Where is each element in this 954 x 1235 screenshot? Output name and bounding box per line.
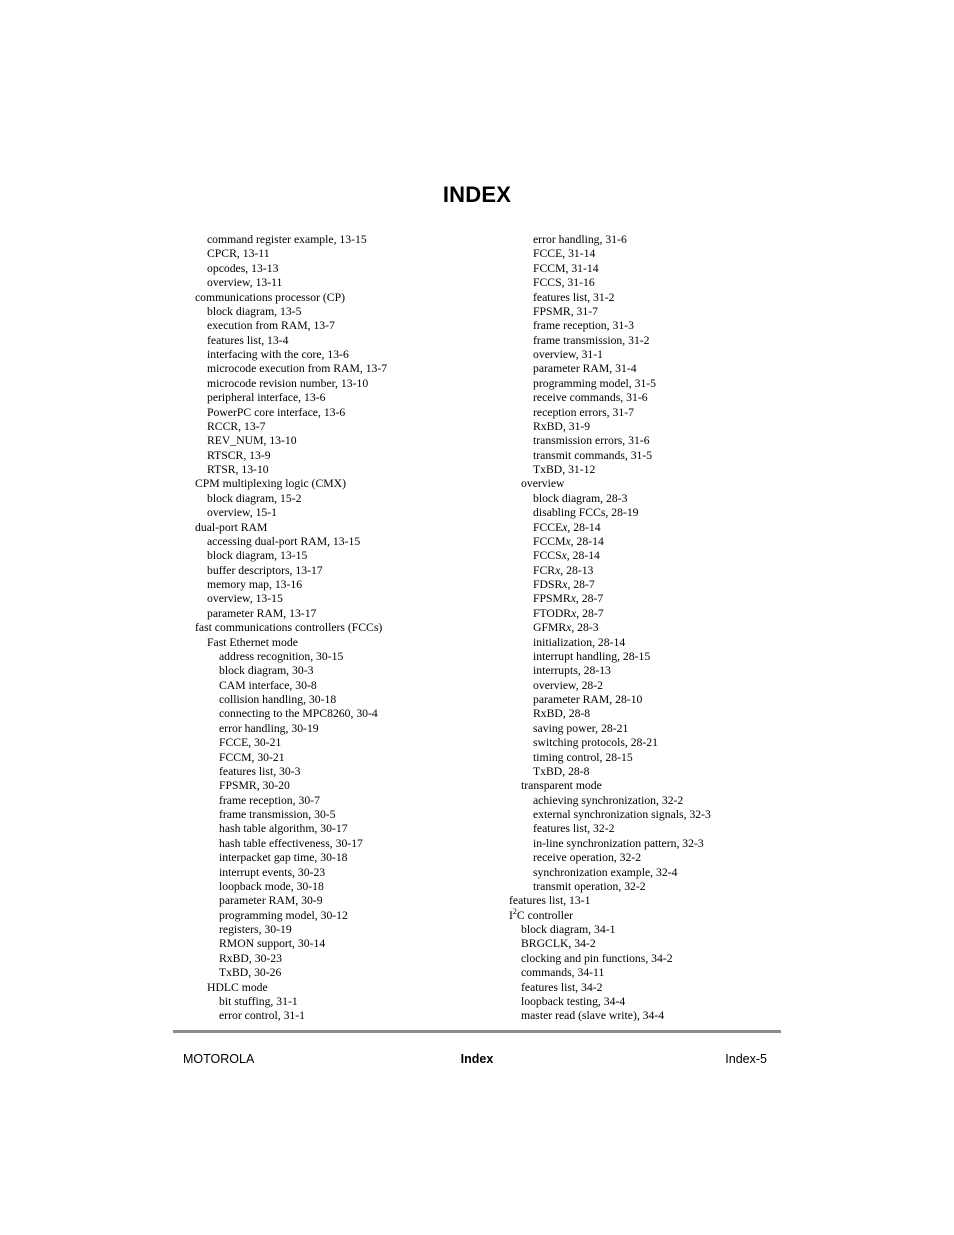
index-column-right [509, 233, 711, 1024]
index-entry: loopback mode, 30-18 [219, 879, 324, 893]
index-entry: FCCM, 30-21 [219, 750, 285, 764]
index-entry: RMON support, 30-14 [219, 937, 326, 951]
index-entry: transparent mode [521, 779, 602, 793]
index-entry: block diagram, 13-15 [207, 549, 308, 563]
index-entry: disabling FCCs, 28-19 [533, 506, 639, 520]
index-entry: overview, 28-2 [533, 678, 603, 692]
index-entry: FCCE, 30-21 [219, 736, 282, 750]
index-entry: memory map, 13-16 [207, 578, 303, 591]
index-entry: FCCMx, 28-14 [533, 534, 604, 548]
index-entry: opcodes, 13-13 [207, 261, 279, 275]
page-title: INDEX [442, 182, 512, 207]
index-entry: parameter RAM, 28-10 [533, 693, 643, 706]
index-entry: programming model, 30-12 [219, 908, 348, 922]
index-entry: FCCEx, 28-14 [533, 520, 601, 534]
footer-divider [173, 1030, 781, 1033]
index-entry: interrupt events, 30-23 [219, 865, 326, 879]
index-entry: bit stuffing, 31-1 [219, 994, 298, 1008]
index-entry: timing control, 28-15 [533, 750, 633, 764]
index-entry: master read (slave write), 34-4 [521, 1009, 665, 1023]
index-entry: fast communications controllers (FCCs) [195, 621, 383, 635]
index-entry: error control, 31-1 [219, 1009, 306, 1023]
index-entry: frame transmission, 30-5 [219, 808, 336, 821]
index-entry: overview, 13-15 [207, 592, 283, 606]
index-entry: features list, 32-2 [533, 822, 615, 836]
index-entry: interrupt handling, 28-15 [533, 649, 651, 663]
index-entry: CAM interface, 30-8 [219, 678, 317, 692]
index-entry: synchronization example, 32-4 [533, 865, 678, 879]
index-entry: RxBD, 31-9 [533, 419, 591, 433]
index-entry: interrupts, 28-13 [533, 664, 611, 678]
index-entry: address recognition, 30-15 [219, 649, 344, 663]
index-entry: FCCS, 31-16 [533, 276, 595, 290]
index-entry: frame reception, 30-7 [219, 793, 320, 807]
index-entry: registers, 30-19 [219, 923, 292, 936]
index-column-left [195, 233, 387, 1024]
index-entry: Fast Ethernet mode [207, 635, 298, 649]
index-entry: REV_NUM, 13-10 [207, 434, 297, 448]
index-entry: receive operation, 32-2 [533, 851, 642, 865]
index-entry: overview, 15-1 [207, 506, 277, 520]
index-entry: RxBD, 30-23 [219, 951, 282, 965]
index-entry: communications processor (CP) [195, 290, 345, 304]
index-entry: features list, 34-2 [521, 980, 603, 994]
index-entry: FPSMRx, 28-7 [533, 592, 604, 606]
index-entry: transmission errors, 31-6 [533, 434, 650, 448]
index-entry: connecting to the MPC8260, 30-4 [219, 707, 378, 721]
index-entry: CPCR, 13-11 [207, 247, 270, 261]
index-entry: hash table effectiveness, 30-17 [219, 836, 363, 850]
index-entry: FCRx, 28-13 [533, 563, 594, 577]
index-entry: external synchronization signals, 32-3 [533, 808, 711, 821]
index-entry: FDSRx, 28-7 [533, 578, 595, 591]
index-entry: TxBD, 31-12 [533, 463, 596, 476]
index-entry: transmit operation, 32-2 [533, 879, 646, 893]
index-entry: error handling, 31-6 [533, 233, 627, 246]
index-entry: accessing dual-port RAM, 13-15 [207, 534, 361, 548]
index-entry: TxBD, 28-8 [533, 764, 590, 778]
index-entry: loopback testing, 34-4 [521, 994, 626, 1008]
footer-page-number: Index-5 [725, 1052, 767, 1066]
index-entry: transmit commands, 31-5 [533, 448, 653, 462]
index-entry: hash table algorithm, 30-17 [219, 822, 348, 836]
index-entry: RTSR, 13-10 [207, 463, 269, 476]
index-entry: block diagram, 34-1 [521, 923, 616, 936]
index-entry: features list, 13-1 [509, 894, 591, 908]
index-entry: overview, 13-11 [207, 276, 283, 290]
index-entry: interfacing with the core, 13-6 [207, 348, 349, 361]
index-entry: FCCE, 31-14 [533, 247, 596, 261]
index-entry: frame transmission, 31-2 [533, 333, 650, 347]
index-entry: parameter RAM, 30-9 [219, 894, 323, 908]
index-entry: RxBD, 28-8 [533, 707, 591, 721]
index-entry: features list, 30-3 [219, 764, 301, 778]
index-entry: execution from RAM, 13-7 [207, 319, 335, 333]
index-entry: microcode execution from RAM, 13-7 [207, 362, 388, 376]
index-entry: CPM multiplexing logic (CMX) [195, 477, 346, 491]
index-entry: programming model, 31-5 [533, 376, 657, 390]
index-entry: FPSMR, 31-7 [533, 304, 598, 318]
footer-publisher: MOTOROLA [183, 1052, 255, 1066]
index-entry: initialization, 28-14 [533, 635, 626, 649]
index-entry: commands, 34-11 [521, 966, 605, 980]
index-entry: saving power, 28-21 [533, 721, 629, 735]
index-entry: overview, 31-1 [533, 348, 603, 361]
index-entry: TxBD, 30-26 [219, 966, 282, 980]
index-entry: in-line synchronization pattern, 32-3 [533, 836, 704, 850]
index-entry: FCCSx, 28-14 [533, 549, 600, 563]
index-entry: parameter RAM, 13-17 [207, 606, 317, 620]
index-entry: error handling, 30-19 [219, 721, 319, 735]
index-entry: achieving synchronization, 32-2 [533, 793, 684, 807]
index-entry: block diagram, 15-2 [207, 491, 302, 505]
index-entry: command register example, 13-15 [207, 233, 367, 246]
index-entry: overview [521, 477, 565, 491]
index-entry: reception errors, 31-7 [533, 405, 634, 419]
index-entry: buffer descriptors, 13-17 [207, 563, 323, 577]
index-entry: microcode revision number, 13-10 [207, 376, 369, 390]
index-entry: $I^2C$ controller [509, 906, 574, 922]
index-entry: RCCR, 13-7 [207, 419, 266, 433]
index-entry: PowerPC core interface, 13-6 [207, 405, 346, 419]
index-entry: dual-port RAM [195, 520, 268, 534]
index-entry: peripheral interface, 13-6 [207, 391, 326, 405]
index-entry: collision handling, 30-18 [219, 693, 337, 706]
index-entry: interpacket gap time, 30-18 [219, 851, 348, 865]
index-entry: FPSMR, 30-20 [219, 779, 290, 793]
index-entry: block diagram, 28-3 [533, 491, 628, 505]
index-entry: receive commands, 31-6 [533, 391, 648, 405]
index-entry: frame reception, 31-3 [533, 319, 634, 333]
index-entry: features list, 31-2 [533, 290, 615, 304]
index-entry: HDLC mode [207, 980, 268, 994]
index-entry: FTODRx, 28-7 [533, 606, 604, 620]
index-entry: FCCM, 31-14 [533, 261, 599, 275]
index-entry: RTSCR, 13-9 [207, 448, 271, 462]
footer-section-title: Index [460, 1052, 494, 1066]
index-entry: GFMRx, 28-3 [533, 621, 599, 635]
index-entry: clocking and pin functions, 34-2 [521, 951, 673, 965]
index-entry: BRGCLK, 34-2 [521, 937, 596, 951]
index-entry: block diagram, 13-5 [207, 304, 302, 318]
index-entry: switching protocols, 28-21 [533, 736, 658, 750]
index-entry: block diagram, 30-3 [219, 664, 314, 678]
index-entry: parameter RAM, 31-4 [533, 362, 637, 376]
index-entry: features list, 13-4 [207, 333, 289, 347]
